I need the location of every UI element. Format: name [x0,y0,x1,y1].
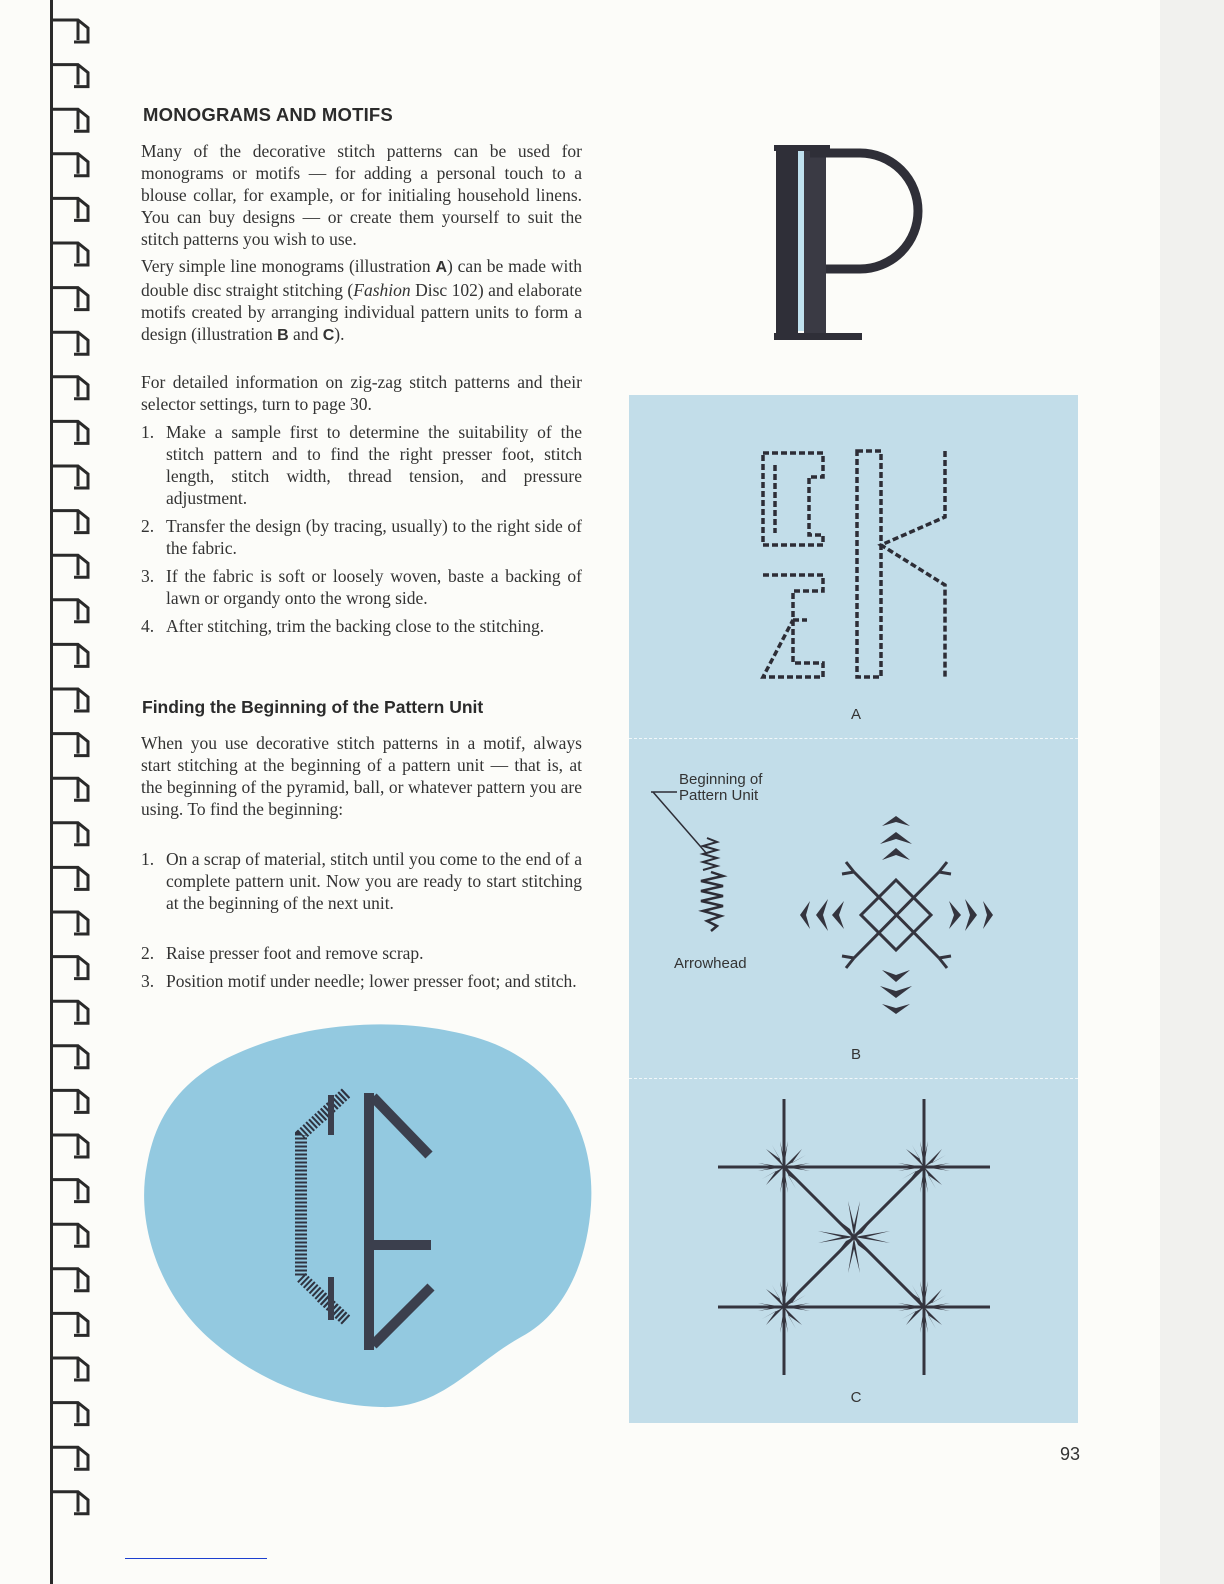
monogram-p-illustration [770,145,940,345]
binding-loop [52,20,88,42]
binding-loop [52,1001,88,1023]
binding-loop [52,1313,88,1335]
list-item: 3. Position motif under needle; lower presser foot; and stitch. [141,971,577,991]
list-item: 2. Transfer the design (by tracing, usually) to the right side of the fabric. [141,516,582,558]
binding-loop [52,1224,88,1246]
binding-loop [52,154,88,176]
binding-loop [52,778,88,800]
fabric-swatch-monogram-ce [141,1015,596,1410]
section-subheading: Finding the Beginning of the Pattern Unit [142,697,484,717]
intro-paragraph-3: For detailed information on zig-zag stitch patterns and their selector settings, turn to page 30. [141,372,582,414]
finding-paragraph: When you use decorative stitch patterns in a motif, always start stitching at the beginning of a pattern unit — that is, at the beginning of the pyramid, ball, or whatever pattern you are using. To find the beginning: [141,733,582,819]
page-number: 93 [1059,1444,1080,1464]
motif-b-illustration [794,810,999,1020]
spiral-binding [48,0,100,1584]
list-item: 1. Make a sample first to determine the suitability of the stitch pattern and to find the right presser foot, stitch length, stitch width, thread tension, and pressure adjustment. [141,422,582,508]
caption-a: A [850,706,861,723]
list-item: 1. On a scrap of material, stitch until you come to the end of a complete pattern unit. Now you are ready to start stitching at the beginning of the next unit. [141,849,582,913]
arrowhead-illustration [649,790,729,950]
monogram-cek-illustration [757,445,957,680]
list-item: 4. After stitching, trim the backing close to the stitching. [141,616,545,636]
motif-c-illustration [714,1095,994,1380]
footer-rule [125,1558,267,1559]
label-beginning-line-2: Pattern Unit [679,787,759,804]
binding-loop [52,332,88,354]
binding-loop [52,734,88,756]
binding-loop [52,1046,88,1068]
label-beginning-line-1: Beginning of [679,771,763,788]
binding-loop [52,1403,88,1425]
panel-divider [629,1078,1078,1079]
list-item: 2. Raise presser foot and remove scrap. [141,943,424,963]
intro-paragraph-1: Many of the decorative stitch patterns can be used for monograms or motifs — for adding a personal touch to a blouse collar, for example, or for initialing household linens. You can buy designs — or create them yourself to suit the stitch patterns you wish to use. [141,141,582,249]
caption-c: C [850,1389,862,1406]
binding-loop [52,1090,88,1112]
binding-loop [52,823,88,845]
binding-loop [52,466,88,488]
page-edge [1160,0,1224,1584]
binding-loop [52,912,88,934]
binding-loop [52,1358,88,1380]
illustration-panel [629,395,1078,1423]
binding-loop [52,689,88,711]
panel-divider [629,738,1078,739]
binding-loop [52,1492,88,1514]
binding-loop [52,198,88,220]
label-arrowhead: Arrowhead [674,955,747,972]
binding-loop [52,555,88,577]
binding-loop [52,957,88,979]
binding-loop [52,1447,88,1469]
binding-loop [52,243,88,265]
binding-loop [52,644,88,666]
binding-loop [52,109,88,131]
binding-loop [52,421,88,443]
page-title: MONOGRAMS AND MOTIFS [143,104,393,125]
caption-b: B [850,1046,861,1063]
binding-loop [52,1135,88,1157]
binding-loop [52,600,88,622]
binding-loop [52,65,88,87]
binding-loop [52,1180,88,1202]
binding-loop [52,1269,88,1291]
binding-loop [52,867,88,889]
binding-loop [52,511,88,533]
binding-loop [52,288,88,310]
intro-paragraph-2: Very simple line monograms (illustration A) can be made with double disc straight stitching (Fashion Disc 102) and elaborate motifs created by arranging individual pattern units to form a design (illustration B and C). [141,256,582,344]
list-item: 3. If the fabric is soft or loosely woven, baste a backing of lawn or organdy onto the wrong side. [141,566,582,608]
binding-loop [52,377,88,399]
